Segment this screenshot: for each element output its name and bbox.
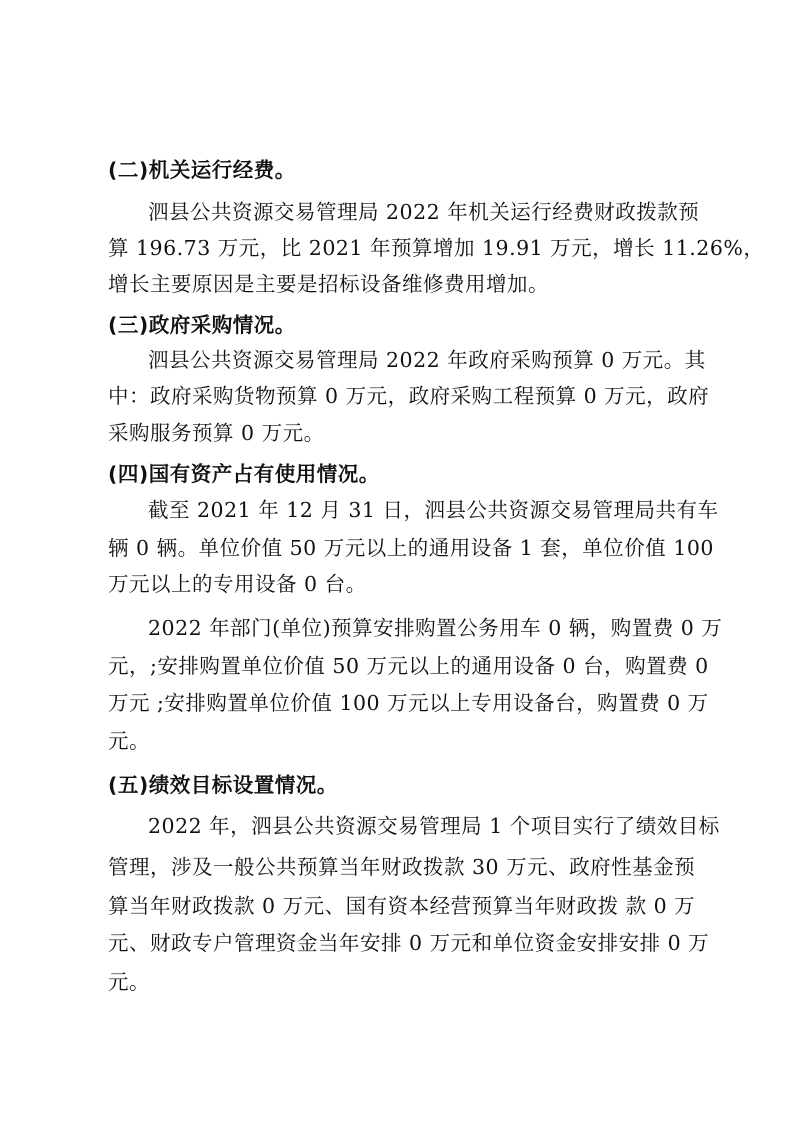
paragraph-line: 泗县公共资源交易管理局 2022 年政府采购预算 0 万元。其 [148,348,706,372]
paragraph-line: 元、财政专户管理资金当年安排 0 万元和单位资金安排安排 0 万 [108,931,710,955]
paragraph-line: 截至 2021 年 12 月 31 日，泗县公共资源交易管理局共有车 [148,498,719,522]
section-heading: (三)政府采购情况。 [108,313,296,337]
paragraph-line: 辆 0 辆。单位价值 50 万元以上的通用设备 1 套，单位价值 100 [108,536,714,560]
paragraph-line: 元。 [108,970,150,994]
paragraph-line: 采购服务预算 0 万元。 [108,421,325,445]
section-heading: (四)国有资产占有使用情况。 [108,462,380,486]
paragraph-line: 中：政府采购货物预算 0 万元，政府采购工程预算 0 万元，政府 [108,384,710,408]
section-heading: (五)绩效目标设置情况。 [108,773,338,797]
paragraph-line: 万元以上的专用设备 0 台。 [108,572,367,596]
paragraph-line: 元。 [108,729,150,753]
section-heading: (二)机关运行经费。 [108,158,296,182]
paragraph-line: 2022 年部门(单位)预算安排购置公务用车 0 辆，购置费 0 万 [148,616,723,640]
paragraph-line: 算 196.73 万元，比 2021 年预算增加 19.91 万元，增长 11.26%， [108,236,765,260]
paragraph-line: 万元 ;安排购置单位价值 100 万元以上专用设备台，购置费 0 万 [108,691,709,715]
paragraph-line: 2022 年，泗县公共资源交易管理局 1 个项目实行了绩效目标 [148,814,720,838]
paragraph-line: 泗县公共资源交易管理局 2022 年机关运行经费财政拨款预 [148,200,700,224]
paragraph-line: 算当年财政拨款 0 万元、国有资本经营预算当年财政拨 款 0 万 [108,894,696,918]
paragraph-line: 元，;安排购置单位价值 50 万元以上的通用设备 0 台，购置费 0 [108,654,709,678]
paragraph-line: 增长主要原因是主要是招标设备维修费用增加。 [108,272,549,296]
paragraph-line: 管理，涉及一般公共预算当年财政拨款 30 万元、政府性基金预 [108,855,696,879]
